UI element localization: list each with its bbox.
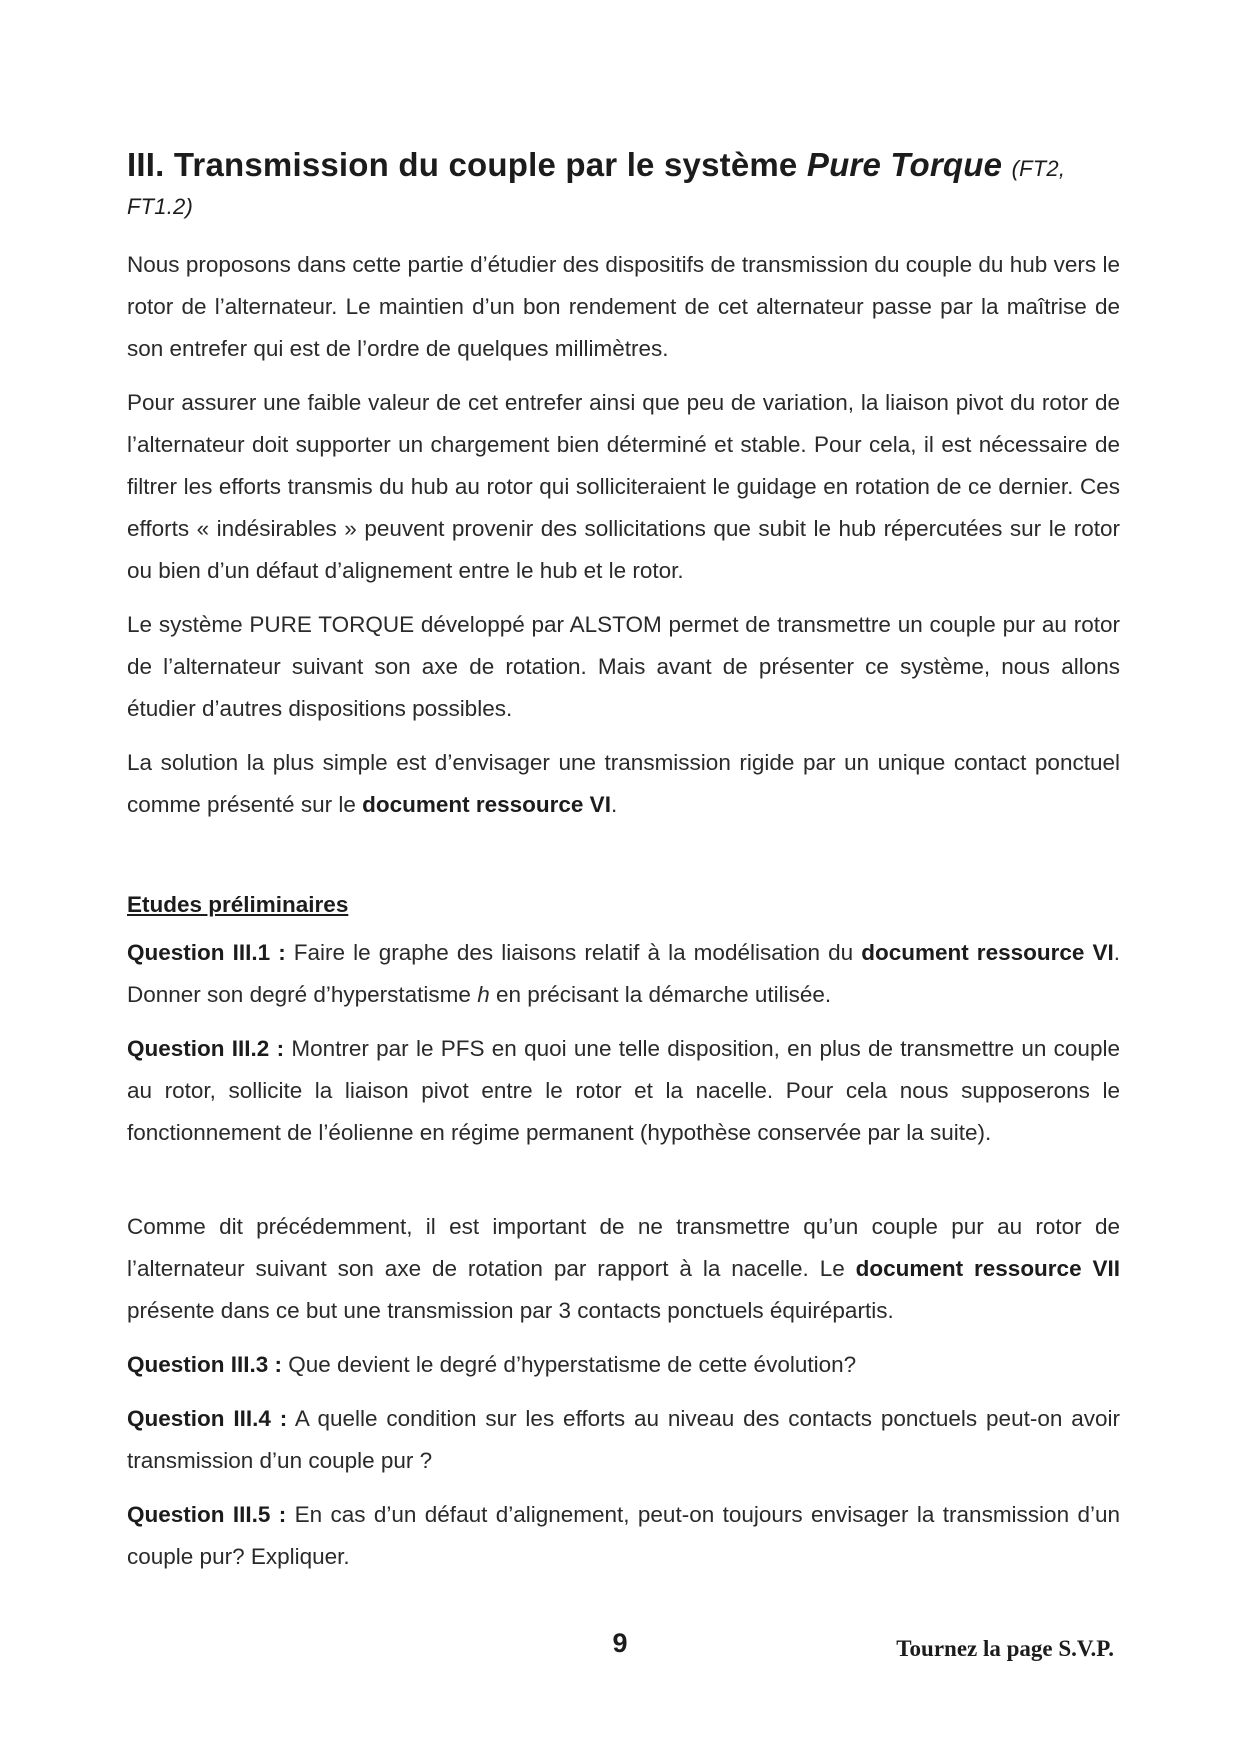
question-1-var: h xyxy=(477,982,490,1007)
document-ref-vi: document ressource VI xyxy=(362,792,611,817)
paragraph-solution xyxy=(127,742,1120,826)
question-3 xyxy=(127,1344,1120,1386)
paragraph-three-contacts-end: présente dans ce but une transmission par 3 contacts ponctuels équirépartis. xyxy=(127,1298,894,1323)
question-5-label: Question III.5 : xyxy=(127,1502,287,1527)
paragraph-intro: Nous proposons dans cette partie d’étudier des dispositifs de transmission du couple du hub vers le rotor de l’alternateur. Le maintien d’un bon rendement de cet alternateur passe par la maîtrise de son entrefer qui est de l’ordre de quelques millimètres. xyxy=(127,252,1120,361)
paragraph-solution-text: La solution la plus simple est d’envisager une transmission rigide par un unique contact ponctuel comme présenté sur le xyxy=(127,750,1120,817)
question-3-label: Question III.3 : xyxy=(127,1352,283,1377)
section-title-emphasis: Pure Torque xyxy=(806,146,1003,183)
paragraph-solution-end: . xyxy=(610,792,618,817)
question-1-text-c: en précisant la démarche utilisée. xyxy=(489,982,832,1007)
question-1-text-b: . Donner son degré d’hyperstatisme xyxy=(127,940,1120,1007)
paragraph-three-contacts-text: Comme dit précédemment, il est important de ne transmettre qu’un couple pur au rotor de l’alternateur suivant son axe de rotation par rapport à la nacelle. Le xyxy=(127,1214,1120,1281)
section-title xyxy=(127,146,1120,222)
question-5 xyxy=(127,1494,1120,1578)
spacer xyxy=(127,1166,1120,1206)
question-1-label: Question III.1 : xyxy=(127,940,286,965)
section-numeral: III. xyxy=(127,146,165,183)
document-ref-vii: document ressource VII xyxy=(855,1256,1120,1281)
question-5-text: En cas d’un défaut d’alignement, peut-on toujours envisager la transmission d’un couple pur? Expliquer. xyxy=(127,1502,1120,1569)
question-4 xyxy=(127,1398,1120,1482)
question-1-text-a: Faire le graphe des liaisons relatif à la modélisation du xyxy=(285,940,862,965)
question-2-text: Montrer par le PFS en quoi une telle disposition, en plus de transmettre un couple au rotor, sollicite la liaison pivot entre le rotor et la nacelle. Pour cela nous supposerons le fonctionnement de l’éolienne en régime permanent (hypothèse conservée par la suite). xyxy=(127,1036,1120,1145)
prelim-heading: Etudes préliminaires xyxy=(127,892,349,917)
spacer xyxy=(127,838,1120,884)
question-1 xyxy=(127,932,1120,1016)
paragraph-three-contacts xyxy=(127,1206,1120,1332)
question-2 xyxy=(127,1028,1120,1154)
paragraph-pure-torque: Le système PURE TORQUE développé par ALSTOM permet de transmettre un couple pur au rotor de l’alternateur suivant son axe de rotation. Mais avant de présenter ce système, nous allons étudier d’autres dispositions possibles. xyxy=(127,612,1120,721)
page-content xyxy=(127,146,1120,1590)
section-title-reference: (FT2, FT1.2) xyxy=(127,156,1066,219)
question-1-ref: document ressource VI xyxy=(861,940,1114,965)
question-4-text: A quelle condition sur les efforts au niveau des contacts ponctuels peut-on avoir transmission d’un couple pur ? xyxy=(127,1406,1120,1473)
question-4-label: Question III.4 : xyxy=(127,1406,288,1431)
question-3-text: Que devient le degré d’hyperstatisme de cette évolution? xyxy=(282,1352,857,1377)
section-title-prefix: Transmission du couple par le système xyxy=(173,146,798,183)
turn-page-note: Tournez la page S.V.P. xyxy=(896,1636,1114,1661)
paragraph-entrefer: Pour assurer une faible valeur de cet entrefer ainsi que peu de variation, la liaison pivot du rotor de l’alternateur doit supporter un chargement bien déterminé et stable. Pour cela, il est nécessaire de filtrer les efforts transmis du hub au rotor qui solliciteraient le guidage en rotation de ce dernier. Ces efforts « indésirables » peuvent provenir des sollicitations que subit le hub répercutées sur le rotor ou bien d’un défaut d’alignement entre le hub et le rotor. xyxy=(127,390,1120,583)
question-2-label: Question III.2 : xyxy=(127,1036,285,1061)
page-number: 9 xyxy=(612,1628,628,1658)
